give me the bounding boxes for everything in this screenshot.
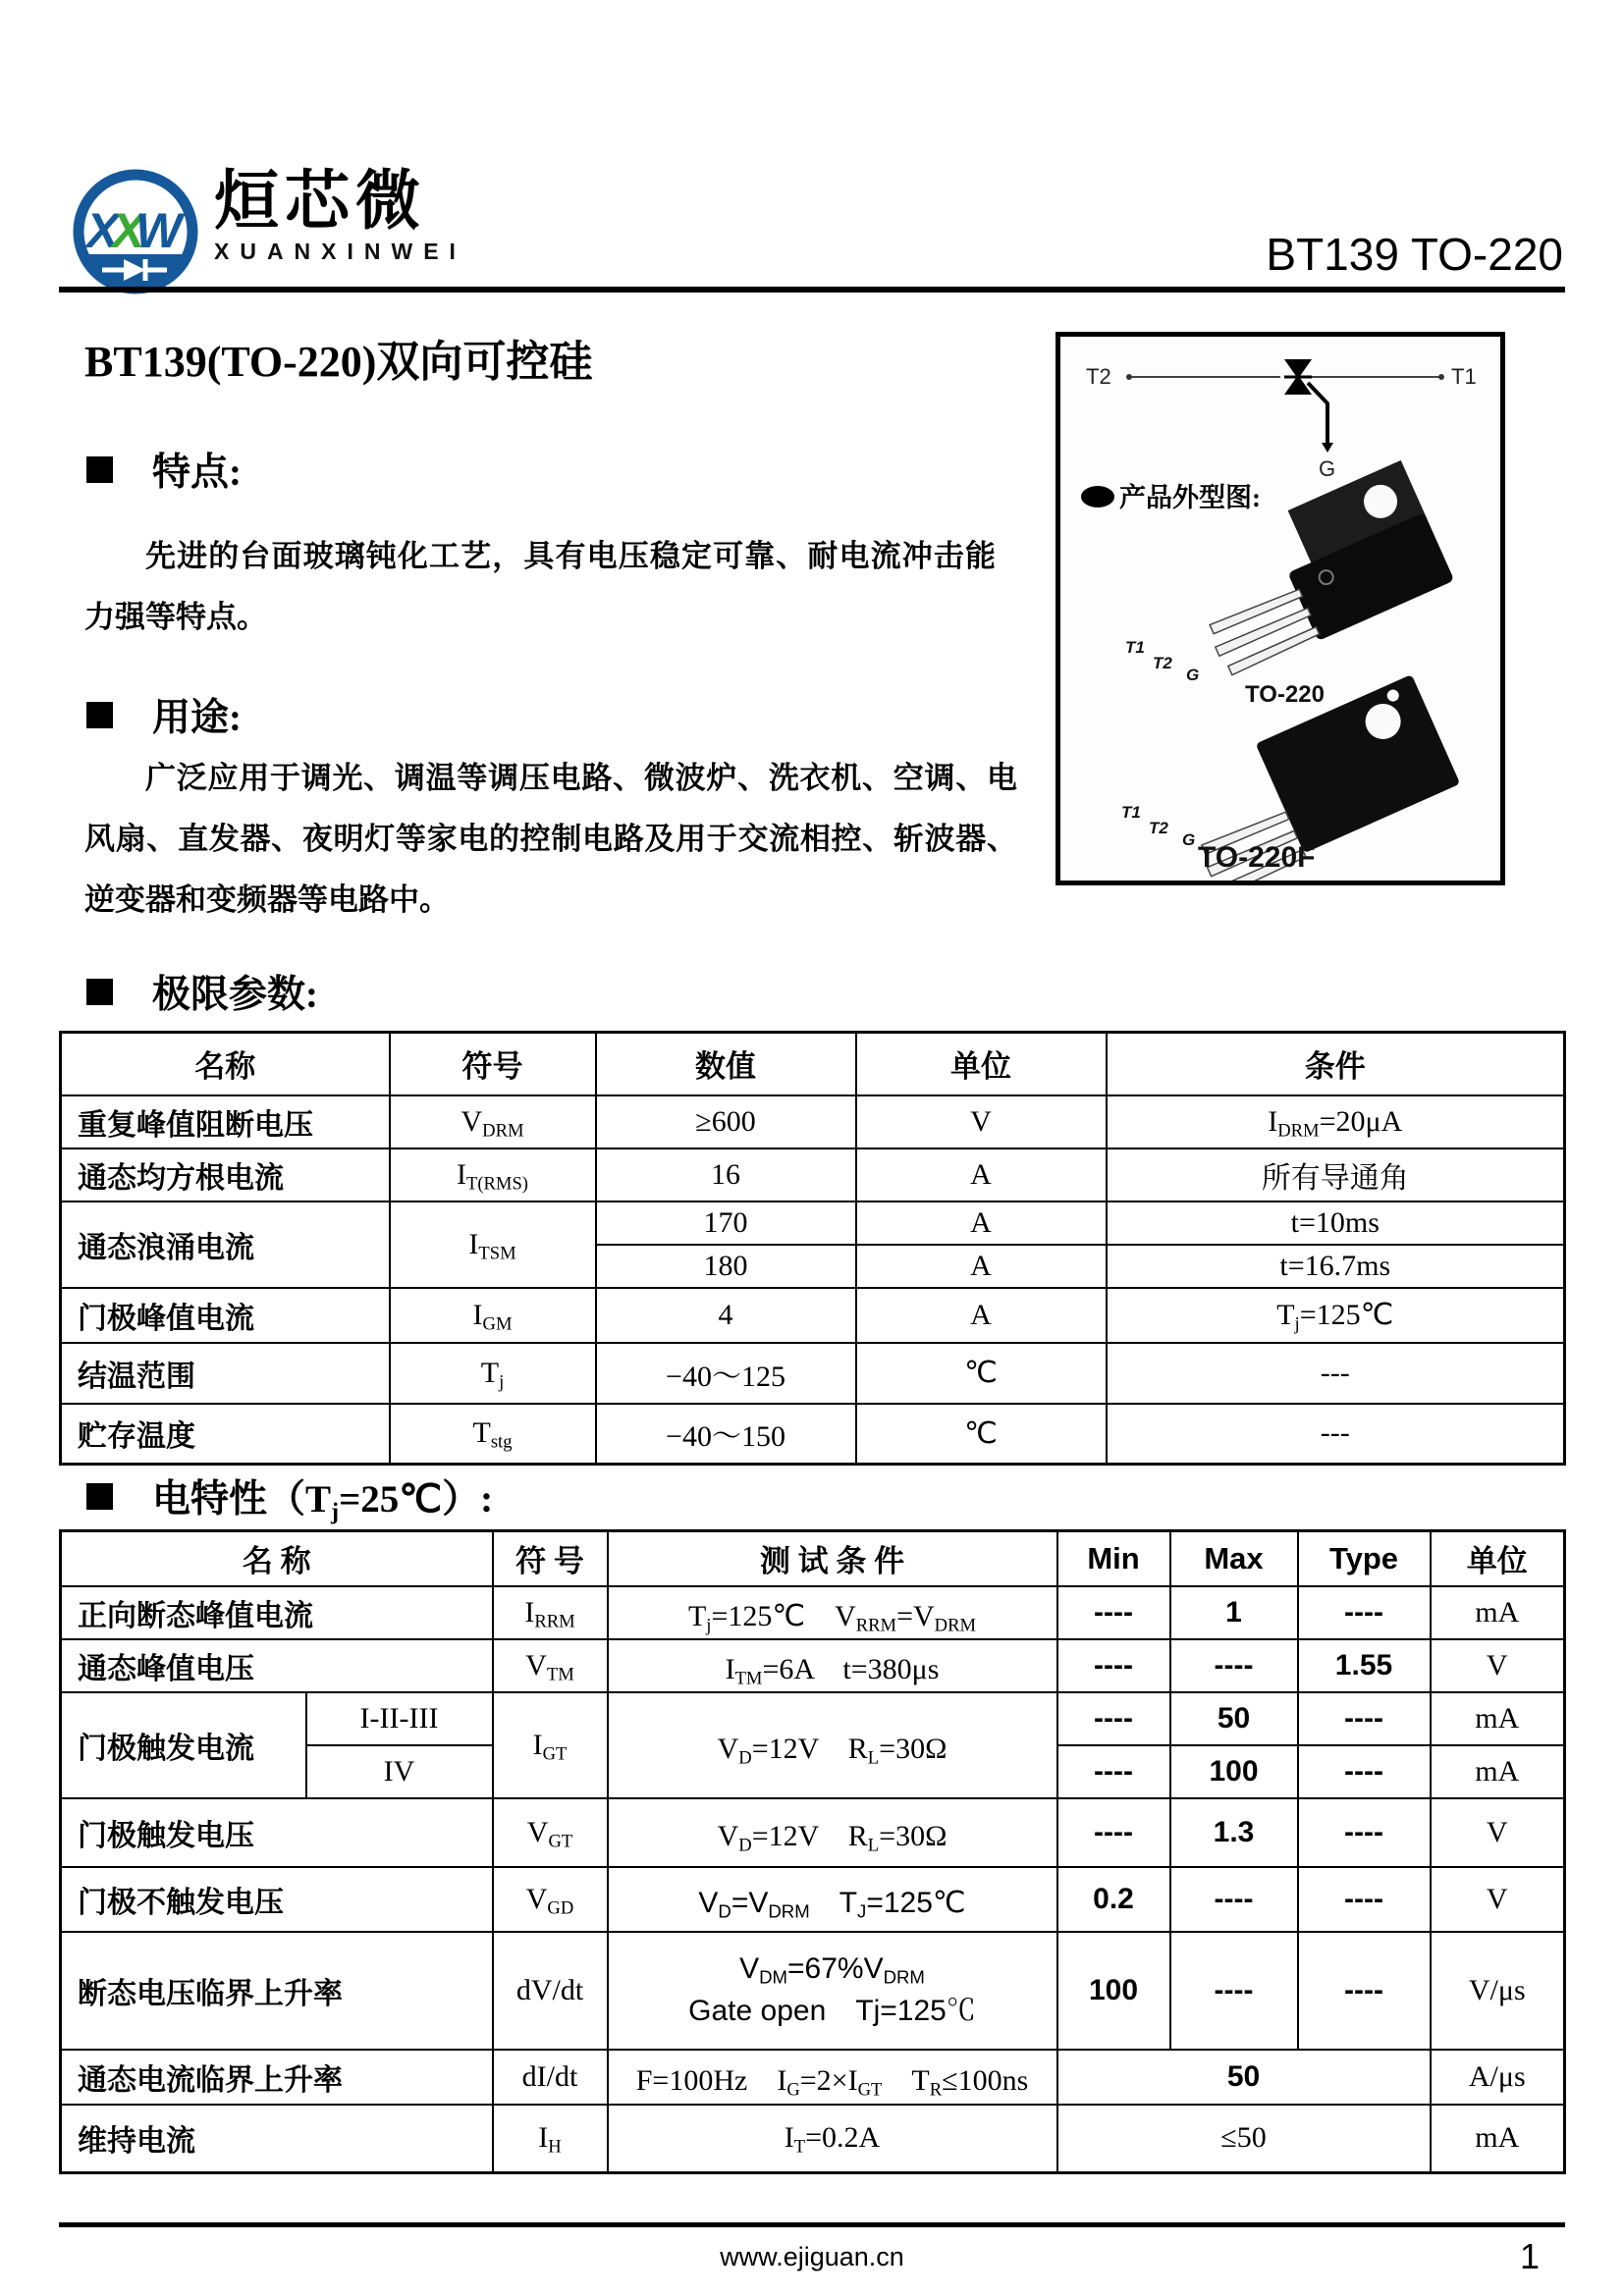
svg-text:T1: T1 xyxy=(1125,638,1145,657)
square-bullet-icon xyxy=(86,702,113,728)
brand-name-cn: 烜芯微 xyxy=(214,164,426,237)
svg-text:X: X xyxy=(112,203,145,258)
table-row: 通态均方根电流 $I_{T(RMS)}$ 16 A 所有导通角 xyxy=(61,1148,1565,1201)
table-row: 门极峰值电流 $I_{GM}$ 4 A $T_j=125℃$ xyxy=(61,1288,1565,1343)
table-row: 通态峰值电压 $V_{TM}$ $I_{TM}=6A$ t=380μs ---- ---- 1.55 V xyxy=(61,1639,1565,1692)
brand-logo xyxy=(71,164,466,296)
square-bullet-icon xyxy=(86,979,113,1005)
features-heading: 特点: xyxy=(86,442,242,497)
table-row: 门极触发电流 I-II-III $I_{GT}$ $V_D=12V$ $R_L=30\Omega$ ---- 50 ---- mA xyxy=(61,1692,1565,1745)
svg-text:G: G xyxy=(1182,830,1196,849)
svg-text:T1: T1 xyxy=(1121,803,1141,822)
part-number: BT139 TO-220 xyxy=(1266,229,1563,280)
svg-text:T2: T2 xyxy=(1086,364,1111,389)
table-row: 180 A t=16.7ms xyxy=(61,1245,1565,1288)
svg-text:W: W xyxy=(135,203,183,258)
table-header-row: 名称 符号 数值 单位 条件 xyxy=(61,1033,1565,1095)
xxw-monogram xyxy=(83,203,186,258)
electrical-heading: 电特性$(T_j=25℃)$: xyxy=(86,1468,493,1523)
table-row: 正向断态峰值电流 $I_{RRM}$ $T_j=125℃$ $V_{RRM}=V_{DRM}$ ---- 1 ---- mA xyxy=(61,1586,1565,1639)
table-row: 维持电流 $I_H$ $I_T=0.2A$ ≤50 mA xyxy=(61,2105,1565,2173)
limits-heading: 极限参数: xyxy=(86,964,318,1019)
page-number: 1 xyxy=(1519,2236,1540,2276)
footer-rule xyxy=(59,2222,1565,2227)
table-row: 结温范围 $T_j$ −40～125 ℃ --- xyxy=(61,1343,1565,1404)
table-row: 重复峰值阻断电压 $V_{DRM}$ ≥600 V $I_{DRM}=20\mu A$ xyxy=(61,1095,1565,1148)
page-title: BT139(TO-220)双向可控硅 xyxy=(84,338,593,386)
header-rule xyxy=(59,287,1565,293)
product-outline-box xyxy=(1056,332,1505,885)
svg-text:G: G xyxy=(1319,456,1336,481)
svg-text:产品外型图:: 产品外型图: xyxy=(1119,483,1261,512)
condition-line: Gate open Tj=125℃ xyxy=(688,1994,976,2027)
applications-heading: 用途: xyxy=(86,687,242,742)
table-row: 通态电流临界上升率 dI/dt F=100Hz $I_G=2\times I_{GT}$ $T_R\le 100ns$ 50 A/μs xyxy=(61,2050,1565,2105)
svg-text:T2: T2 xyxy=(1149,819,1168,837)
svg-text:G: G xyxy=(1186,666,1200,684)
electrical-table xyxy=(59,1529,1566,2174)
brand-name-en: XUANXINWEI xyxy=(214,239,466,265)
brand-logo-icon xyxy=(71,167,200,296)
table-row: IV ---- 100 ---- mA xyxy=(61,1745,1565,1798)
svg-text:T2: T2 xyxy=(1153,654,1172,672)
outline-label xyxy=(1081,482,1261,512)
square-bullet-icon xyxy=(86,456,113,483)
table-row: 门极不触发电压 $V_{GD}$ $V_D=V_{DRM}$ $T_J=125℃$ 0.2 ---- ---- V xyxy=(61,1867,1565,1932)
table-row: 断态电压临界上升率 dV/dt $V_{DM}=67\%V_{DRM}$ Gate open Tj=125℃ 100 ---- ---- V/μs xyxy=(61,1932,1565,2050)
features-text: 先进的台面玻璃钝化工艺，具有电压稳定可靠、耐电流冲击能力强等特点。 xyxy=(84,539,996,634)
table-row: 门极触发电压 $V_{GT}$ $V_D=12V$ $R_L=30\Omega$ ---- 1.3 ---- V xyxy=(61,1798,1565,1867)
svg-text:TO-220: TO-220 xyxy=(1245,681,1325,708)
triac-symbol-icon xyxy=(1086,359,1477,481)
svg-text:X: X xyxy=(86,203,120,258)
condition-line: $V_{DM}=67\%V_{DRM}$ xyxy=(739,1951,925,1988)
applications-text: 广泛应用于调光、调温等调压电路、微波炉、洗衣机、空调、电风扇、直发器、夜明灯等家电的控制电路及用于交流相控、斩波器、逆变器和变频器等电路中。 xyxy=(84,761,1017,917)
square-bullet-icon xyxy=(86,1483,113,1510)
table-header-row: 名 称 符 号 测 试 条 件 Min Max Type 单位 xyxy=(61,1531,1565,1586)
table-row: 贮存温度 $T_{stg}$ −40～150 ℃ --- xyxy=(61,1404,1565,1465)
svg-text:T1: T1 xyxy=(1451,364,1477,389)
svg-text:TO-220F: TO-220F xyxy=(1198,841,1316,874)
table-row: 通态浪涌电流 $I_{TSM}$ 170 A t=10ms xyxy=(61,1201,1565,1245)
bullet-icon xyxy=(1081,486,1114,507)
limits-table xyxy=(59,1031,1566,1466)
footer-url: www.ejiguan.cn xyxy=(720,2242,904,2271)
